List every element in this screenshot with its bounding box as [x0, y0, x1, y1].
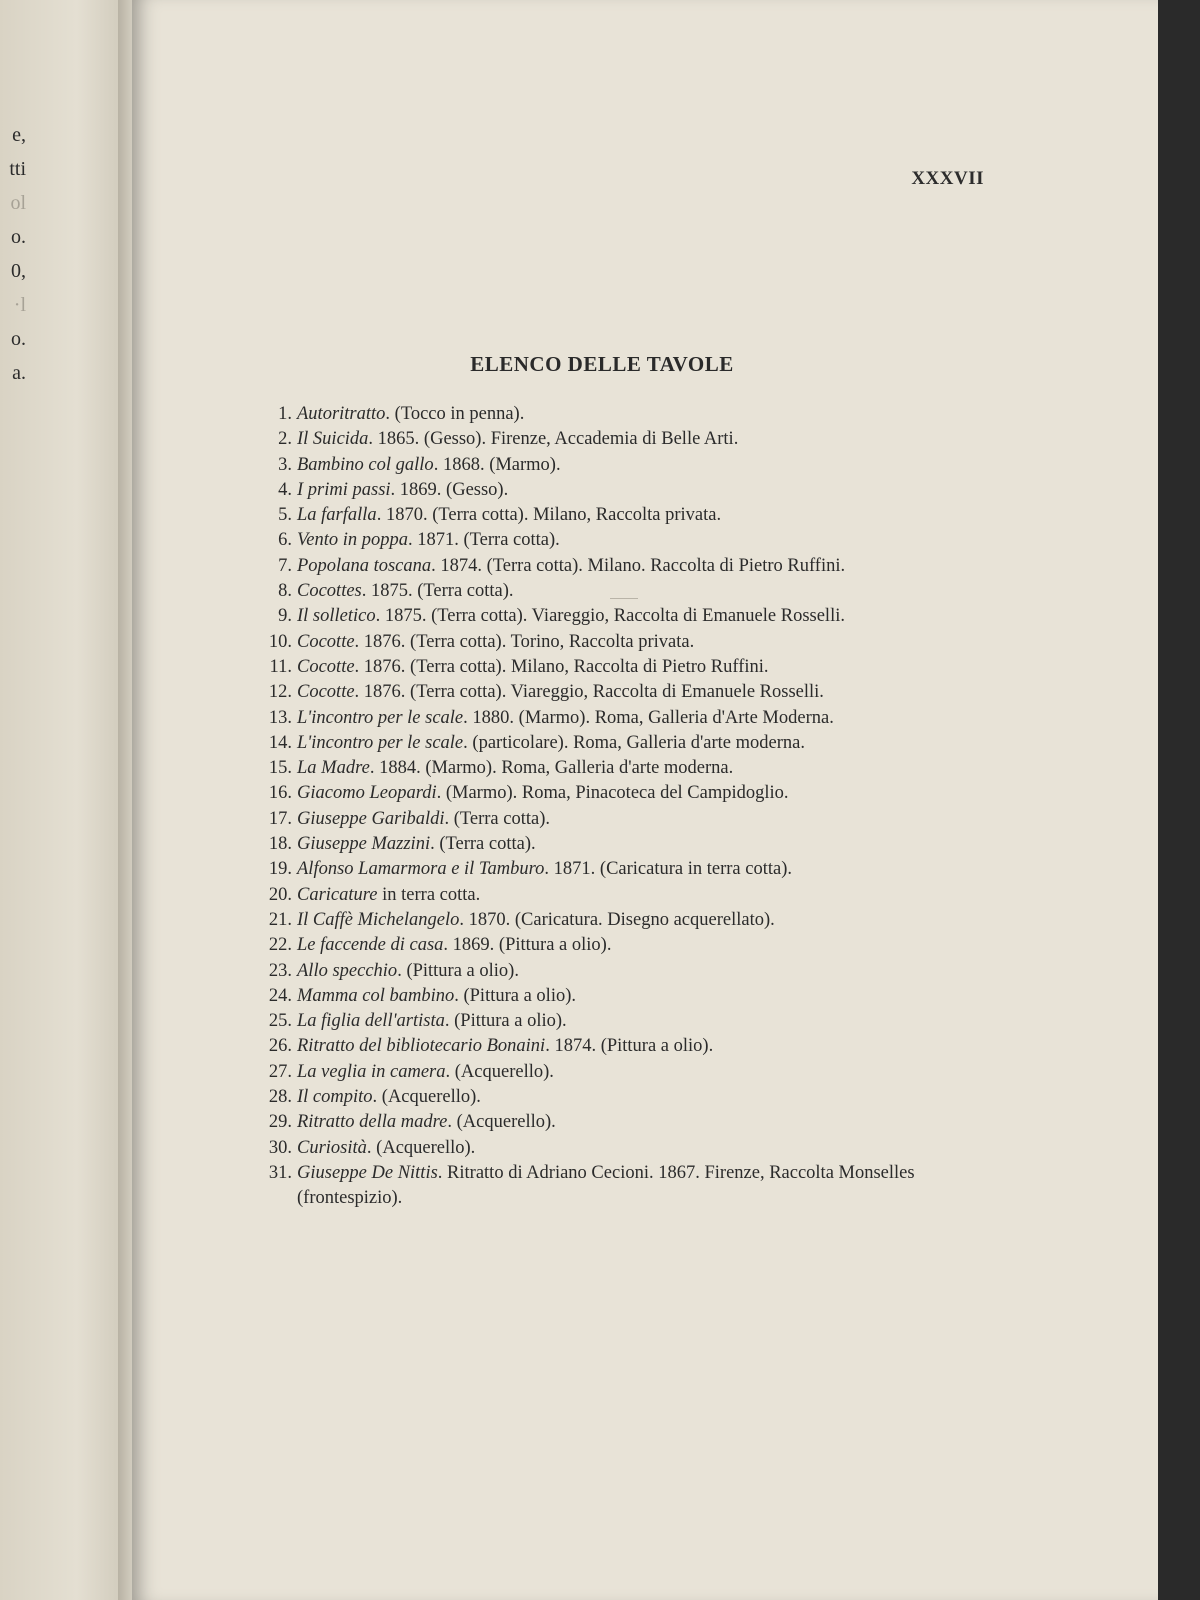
- plate-description: [297, 1161, 956, 1212]
- plate-number: 22.: [268, 935, 292, 956]
- plate-work-title: L'incontro per le scale: [297, 707, 464, 728]
- plate-description: [297, 883, 956, 908]
- plate-description: [297, 478, 956, 503]
- plate-work-title: Cocotte: [297, 631, 355, 652]
- left-fragment: 0,: [11, 260, 26, 282]
- plate-entry: [256, 959, 956, 984]
- left-fragment: o.: [11, 328, 26, 350]
- plate-entry: [256, 554, 956, 579]
- plate-work-title: Le faccende di casa: [297, 935, 444, 956]
- plate-details: . 1876. (Terra cotta). Viareggio, Raccolta di Emanuele Rosselli.: [354, 682, 824, 703]
- plate-number: 20.: [268, 884, 292, 905]
- plate-description: [297, 857, 956, 882]
- plate-entry: [256, 655, 956, 680]
- plate-entry: [256, 503, 956, 528]
- plate-number: 25.: [268, 1011, 292, 1032]
- page-number: XXXVII: [911, 168, 984, 189]
- left-fragment: ·l: [13, 294, 26, 316]
- plate-work-title: Ritratto del bibliotecario Bonaini: [297, 1036, 546, 1057]
- plate-work-title: Giuseppe De Nittis: [297, 1162, 438, 1183]
- plate-entry: [256, 1136, 956, 1161]
- plate-number: 29.: [268, 1112, 292, 1133]
- plate-description: [297, 453, 956, 478]
- plate-work-title: La Madre: [297, 758, 370, 779]
- plate-entry: [256, 604, 956, 629]
- plate-work-title: Il solletico: [297, 606, 376, 627]
- plate-entry: [256, 731, 956, 756]
- plate-description: [297, 832, 956, 857]
- plate-entry: [256, 1161, 956, 1212]
- left-fragment: e,: [12, 124, 26, 146]
- plate-number: 12.: [268, 682, 292, 703]
- plate-work-title: Giacomo Leopardi: [297, 783, 437, 804]
- left-page-text-fragments: [0, 118, 40, 390]
- plate-description: [297, 503, 956, 528]
- plate-details: . (Tocco in penna).: [385, 404, 525, 424]
- plate-number: 28.: [268, 1087, 292, 1108]
- plate-entry: [256, 1060, 956, 1085]
- plate-details: . 1875. (Terra cotta).: [361, 581, 514, 602]
- plate-number: 24.: [268, 985, 292, 1006]
- plate-number: 1.: [278, 404, 292, 424]
- plate-work-title: Giuseppe Garibaldi: [297, 808, 445, 829]
- plate-number: 4.: [278, 479, 292, 500]
- plate-details: . (Pittura a olio).: [397, 960, 519, 981]
- plate-entry: [256, 832, 956, 857]
- plate-description: [297, 1060, 956, 1085]
- plate-details: . 1874. (Terra cotta). Milano. Raccolta di Pietro Ruffini.: [431, 555, 846, 576]
- plate-details: . 1870. (Terra cotta). Milano, Raccolta privata.: [376, 505, 722, 526]
- plate-number: 9.: [278, 606, 292, 627]
- plate-number: 17.: [268, 808, 292, 829]
- plate-work-title: Autoritratto: [297, 404, 386, 424]
- plate-description: [297, 427, 956, 452]
- plate-entry: [256, 883, 956, 908]
- plate-details: . 1869. (Gesso).: [390, 479, 509, 500]
- plate-entry: [256, 630, 956, 655]
- plate-work-title: Bambino col gallo: [297, 454, 434, 475]
- plate-entry: [256, 807, 956, 832]
- plate-details: . (Pittura a olio).: [444, 1011, 567, 1032]
- plate-work-title: La farfalla: [297, 505, 377, 526]
- plate-description: [297, 528, 956, 553]
- plate-description: [297, 1136, 956, 1161]
- plate-number: 13.: [268, 707, 292, 728]
- plate-description: [297, 680, 956, 705]
- plate-description: [297, 1085, 956, 1110]
- plate-description: [297, 655, 956, 680]
- plate-details: . 1868. (Marmo).: [433, 454, 561, 475]
- plate-number: 30.: [268, 1137, 292, 1158]
- plate-number: 2.: [278, 429, 292, 450]
- plate-details: . (particolare). Roma, Galleria d'arte moderna.: [463, 732, 805, 753]
- plates-list: [256, 402, 956, 1212]
- plate-work-title: Curiosità: [297, 1137, 367, 1158]
- plate-work-title: Cocottes: [297, 581, 362, 602]
- plate-work-title: Cocotte: [297, 656, 355, 677]
- plate-entry: [256, 680, 956, 705]
- left-fragment: o.: [11, 226, 26, 248]
- plate-work-title: La figlia dell'artista: [297, 1011, 445, 1032]
- plate-number: 10.: [268, 631, 292, 652]
- plate-details: . (Acquerello).: [447, 1112, 556, 1133]
- plate-details: . 1869. (Pittura a olio).: [443, 935, 612, 956]
- plate-number: 15.: [268, 758, 292, 779]
- plate-entry: [256, 427, 956, 452]
- plate-entry: [256, 1085, 956, 1110]
- plate-details: . (Terra cotta).: [444, 808, 551, 829]
- plate-description: [297, 706, 956, 731]
- plate-work-title: Mamma col bambino: [297, 985, 455, 1006]
- left-fragment: tti: [9, 158, 26, 180]
- plate-details: . 1865. (Gesso). Firenze, Accademia di Belle Arti.: [368, 429, 739, 450]
- plate-number: 7.: [278, 555, 292, 576]
- plate-entry: [256, 1110, 956, 1135]
- plate-details: . (Acquerello).: [366, 1137, 476, 1158]
- plate-number: 31.: [268, 1162, 292, 1183]
- plate-description: [297, 984, 956, 1009]
- plate-description: [297, 756, 956, 781]
- plate-description: [297, 807, 956, 832]
- plate-details: . (Marmo). Roma, Pinacoteca del Campidoglio.: [436, 783, 789, 804]
- plate-description: [297, 554, 956, 579]
- plate-number: 11.: [269, 656, 292, 677]
- plate-entry: [256, 528, 956, 553]
- plate-number: 14.: [268, 732, 292, 753]
- plate-work-title: Caricature: [297, 884, 378, 905]
- plate-description: [297, 630, 956, 655]
- plate-details: . 1874. (Pittura a olio).: [545, 1036, 714, 1057]
- plate-number: 8.: [278, 581, 292, 602]
- plate-number: 21.: [268, 909, 292, 930]
- page-title: ELENCO DELLE TAVOLE: [470, 352, 734, 376]
- plate-entry: [256, 857, 956, 882]
- plate-details: in terra cotta.: [377, 884, 481, 905]
- plate-work-title: Vento in poppa: [297, 530, 408, 551]
- plate-number: 23.: [268, 960, 292, 981]
- plate-number: 18.: [268, 834, 292, 855]
- book-page: [132, 0, 1158, 1600]
- plate-number: 6.: [278, 530, 292, 551]
- plate-entry: [256, 1009, 956, 1034]
- plate-number: 3.: [278, 454, 292, 475]
- plate-details: . 1876. (Terra cotta). Milano, Raccolta di Pietro Ruffini.: [354, 656, 769, 677]
- plate-entry: [256, 478, 956, 503]
- plate-details: . (Terra cotta).: [430, 834, 536, 855]
- plate-details: . 1871. (Caricatura in terra cotta).: [544, 859, 792, 880]
- plate-entry: [256, 933, 956, 958]
- plate-work-title: Il compito: [297, 1087, 373, 1108]
- plate-entry: [256, 453, 956, 478]
- plate-number: 26.: [268, 1036, 292, 1057]
- plate-details: . Ritratto di Adriano Cecioni. 1867. Firenze, Raccolta Monselles (frontespizio).: [297, 1162, 915, 1209]
- plate-entry: [256, 402, 956, 427]
- plate-entry: [256, 706, 956, 731]
- plate-entry: [256, 781, 956, 806]
- plate-work-title: Popolana toscana: [297, 555, 432, 576]
- plate-description: [297, 1034, 956, 1059]
- plate-work-title: L'incontro per le scale: [297, 732, 464, 753]
- plate-entry: [256, 1034, 956, 1059]
- plate-work-title: Alfonso Lamarmora e il Tamburo: [297, 859, 545, 880]
- plate-description: [297, 1110, 956, 1135]
- plate-description: [297, 1009, 956, 1034]
- plate-description: [297, 781, 956, 806]
- left-fragment: a.: [12, 362, 26, 384]
- plate-details: . 1875. (Terra cotta). Viareggio, Raccolta di Emanuele Rosselli.: [375, 606, 845, 627]
- plate-details: . 1884. (Marmo). Roma, Galleria d'arte moderna.: [369, 758, 734, 779]
- plate-description: [297, 731, 956, 756]
- plate-work-title: Giuseppe Mazzini: [297, 834, 431, 855]
- plate-number: 19.: [268, 859, 292, 880]
- plate-work-title: Cocotte: [297, 682, 355, 703]
- plate-entry: [256, 984, 956, 1009]
- plate-details: . 1880. (Marmo). Roma, Galleria d'Arte Moderna.: [463, 707, 834, 728]
- plate-description: [297, 933, 956, 958]
- plate-details: . 1871. (Terra cotta).: [408, 530, 560, 551]
- plate-number: 5.: [278, 505, 292, 526]
- left-fragment: ol: [10, 192, 26, 214]
- plate-entry: [256, 756, 956, 781]
- plate-work-title: I primi passi: [297, 479, 391, 500]
- plate-work-title: Ritratto della madre: [297, 1112, 448, 1133]
- plate-number: 27.: [268, 1061, 292, 1082]
- plate-details: . 1870. (Caricatura. Disegno acquerellato).: [459, 909, 775, 930]
- plate-work-title: Il Suicida: [297, 429, 369, 450]
- plate-details: . (Acquerello).: [372, 1087, 481, 1108]
- plate-details: . (Acquerello).: [445, 1061, 554, 1082]
- left-page-edge: [0, 0, 128, 1600]
- plate-description: [297, 579, 956, 604]
- plate-number: 16.: [268, 783, 292, 804]
- plate-details: . (Pittura a olio).: [454, 985, 577, 1006]
- plate-work-title: La veglia in camera: [297, 1061, 446, 1082]
- plate-description: [297, 908, 956, 933]
- plate-description: [297, 959, 956, 984]
- plate-details: . 1876. (Terra cotta). Torino, Raccolta privata.: [354, 631, 695, 652]
- plate-entry: [256, 579, 956, 604]
- plate-entry: [256, 908, 956, 933]
- plate-description: [297, 402, 956, 427]
- plate-work-title: Allo specchio: [297, 960, 398, 981]
- plate-work-title: Il Caffè Michelangelo: [297, 909, 460, 930]
- plate-description: [297, 604, 956, 629]
